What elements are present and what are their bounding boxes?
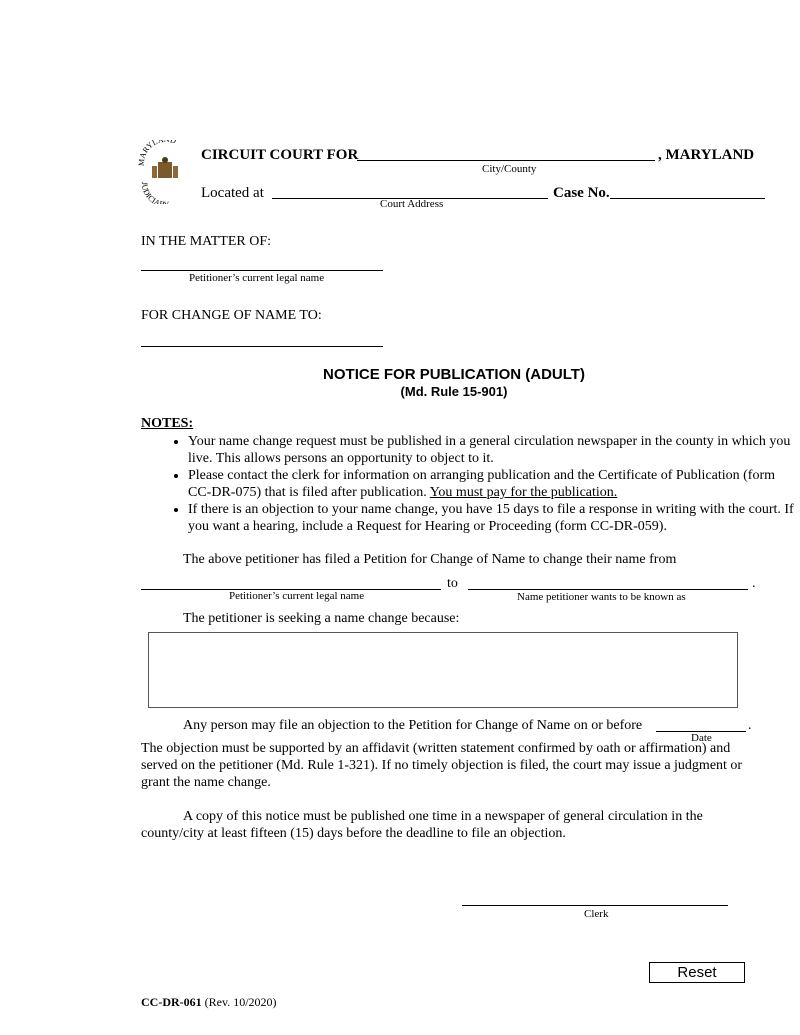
current-name-label: Petitioner’s current legal name [189, 272, 325, 284]
pay-text: You must pay for the publication. [429, 485, 618, 500]
circuit-court-label: CIRCUIT COURT FOR [201, 147, 359, 163]
period: . [748, 718, 752, 733]
date-label: Date [691, 732, 712, 744]
current-name-label: Petitioner’s current legal name [229, 590, 365, 602]
current-name-field[interactable] [141, 270, 383, 271]
reason-label: The petitioner is seeking a name change because: [183, 611, 460, 626]
form-revision: (Rev. 10/2020) [204, 995, 277, 1009]
for-change-of-name-to: FOR CHANGE OF NAME TO: [141, 308, 322, 323]
reason-textarea[interactable] [148, 632, 738, 708]
objection-text: Any person may file an objection to the Petition for Change of Name on or before [183, 718, 643, 733]
petitioner-new-name-field[interactable] [468, 589, 748, 590]
reset-button[interactable]: Reset [649, 962, 745, 983]
svg-text:JUDICIARY: JUDICIA [139, 181, 162, 204]
svg-text:MARYLAND: ARYLA D [138, 140, 178, 160]
case-no-field[interactable] [610, 198, 765, 199]
city-county-field[interactable] [357, 160, 655, 161]
new-name-label: Name petitioner wants to be known as [517, 591, 686, 603]
to-label: to [447, 576, 458, 591]
court-address-label: Court Address [380, 198, 444, 210]
petition-text: The above petitioner has filed a Petition for Change of Name to change their name from [183, 552, 677, 567]
form-id [141, 995, 277, 1010]
maryland-label: , MARYLAND [658, 147, 755, 163]
new-name-field[interactable] [141, 346, 383, 347]
note-text: Your name change request must be published in a general circulation newspaper in the county in which you live. This allows persons an opportunity to object to it. [188, 434, 791, 466]
note-text: Please contact the clerk for information on arranging publication and the Certificate of Publication (form CC-DR-075) that is filed after publication. [188, 468, 776, 500]
page-title: NOTICE FOR PUBLICATION (ADULT) [323, 366, 585, 383]
case-no-label: Case No. [553, 185, 610, 201]
maryland-judiciary-seal [138, 140, 194, 204]
copy-notice-text: A copy of this notice must be published one time in a newspaper of general circulation in the county/city at least fifteen (15) days before the deadline to file an objection. [141, 809, 703, 841]
located-at-label: Located at [201, 185, 264, 201]
notes-heading: NOTES: [141, 416, 194, 431]
city-county-label: City/County [482, 163, 537, 175]
in-the-matter-of: IN THE MATTER OF: [141, 234, 272, 249]
note-item [188, 501, 798, 535]
note-item [188, 467, 798, 501]
affidavit-text: The objection must be supported by an affidavit (written statement confirmed by oath or affirmation) and served on the petitioner (Md. Rule 1-321). If no timely objection is filed, the court may issue a judgment or grant the name change. [141, 741, 743, 790]
form-number: CC-DR-061 [141, 995, 202, 1009]
note-text: If there is an objection to your name change, you have 15 days to file a response in writing with the court. If you want a hearing, include a Request for Hearing or Proceeding (form CC-DR-059). [188, 502, 794, 534]
period: . [752, 576, 756, 591]
notes-list [160, 433, 798, 535]
note-item [188, 433, 798, 467]
rule-subtitle: (Md. Rule 15-901) [400, 384, 508, 399]
clerk-label: Clerk [584, 908, 609, 920]
clerk-signature-field[interactable] [462, 905, 728, 906]
